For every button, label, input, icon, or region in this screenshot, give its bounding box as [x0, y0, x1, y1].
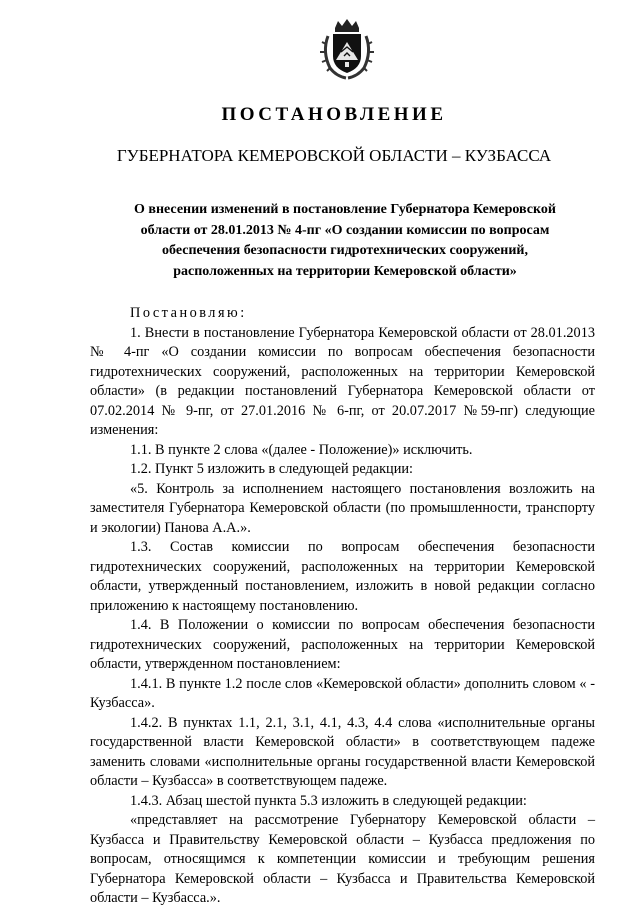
paragraph-1-2: 1.2. Пункт 5 изложить в следующей редакции: [130, 461, 413, 477]
paragraph-quote-5: «5. Контроль за исполнением настоящего постановления возложить на заместителя Губернатора Кемеровской области (по промышленности, транспорту и экологии) Панова А.А.». [90, 480, 595, 536]
heading-line: области от 28.01.2013 № 4-пг «О создании комиссии по вопросам [140, 222, 550, 238]
document-title: ПОСТАНОВЛЕНИЕ [221, 104, 447, 125]
decree-word: Постановляю: [130, 305, 247, 321]
kemerovo-coat-of-arms-icon [318, 18, 376, 82]
paragraph-quote-new: «представляет на рассмотрение Губернатору Кемеровской области – Кузбасса и Правительству Кемеровской области – Кузбасса предложения по вопросам, относящимся к компетенции комиссии и требующим решения Губернатора Кемеровской области – Кузбасса и Правительства Кемеровской области – Кузбасса.». [90, 812, 595, 906]
paragraph-1-4-3: 1.4.3. Абзац шестой пункта 5.3 изложить в следующей редакции: [130, 792, 527, 809]
paragraph-1-3: 1.3. Состав комиссии по вопросам обеспечения безопасности гидротехнических сооружений, расположенных на территории Кемеровской области, утвержденный постановлением, изложить в новой редакции согласно приложению к настоящему постановлению. [90, 539, 595, 614]
heading-line: расположенных на территории Кемеровской области» [173, 263, 517, 279]
document-heading [110, 200, 580, 282]
heading-line: О внесении изменений в постановление Губернатора Кемеровской [134, 202, 556, 217]
paragraph-1-4-2: 1.4.2. В пунктах 1.1, 2.1, 3.1, 4.1, 4.3, 4.4 слова «исполнительные органы государственной власти Кемеровской области» в соответствующем падеже заменить словами «исполнительные органы государственной власти Кемеровской области – Кузбасса» в соответствующем падеже. [90, 714, 595, 789]
paragraph-1: 1. Внести в постановление Губернатора Кемеровской области от 28.01.2013 № 4-пг «О создании комиссии по вопросам обеспечения безопасности гидротехнических сооружений, расположенных на территории Кемеровской области» (в редакции постановлений Губернатора Кемеровской области от 07.02.2014 № 9-пг, от 27.01.2016 № 6-пг, от 20.07.2017 №59-пг) следующие изменения: [90, 324, 595, 438]
paragraph-1-4: 1.4. В Положении о комиссии по вопросам обеспечения безопасности гидротехнических сооружений, расположенных на территории Кемеровской области, утвержденном постановлением: [90, 617, 595, 672]
paragraph-1-4-1: 1.4.1. В пункте 1.2 после слов «Кемеровской области» дополнить словом « - Кузбасса». [90, 675, 595, 711]
document-body [90, 304, 595, 909]
paragraph-1-1: 1.1. В пункте 2 слова «(далее - Положение)» исключить. [130, 441, 473, 458]
heading-line: обеспечения безопасности гидротехнических сооружений, [162, 243, 528, 258]
document-issuer: ГУБЕРНАТОРА КЕМЕРОВСКОЙ ОБЛАСТИ – КУЗБАССА [116, 146, 552, 165]
